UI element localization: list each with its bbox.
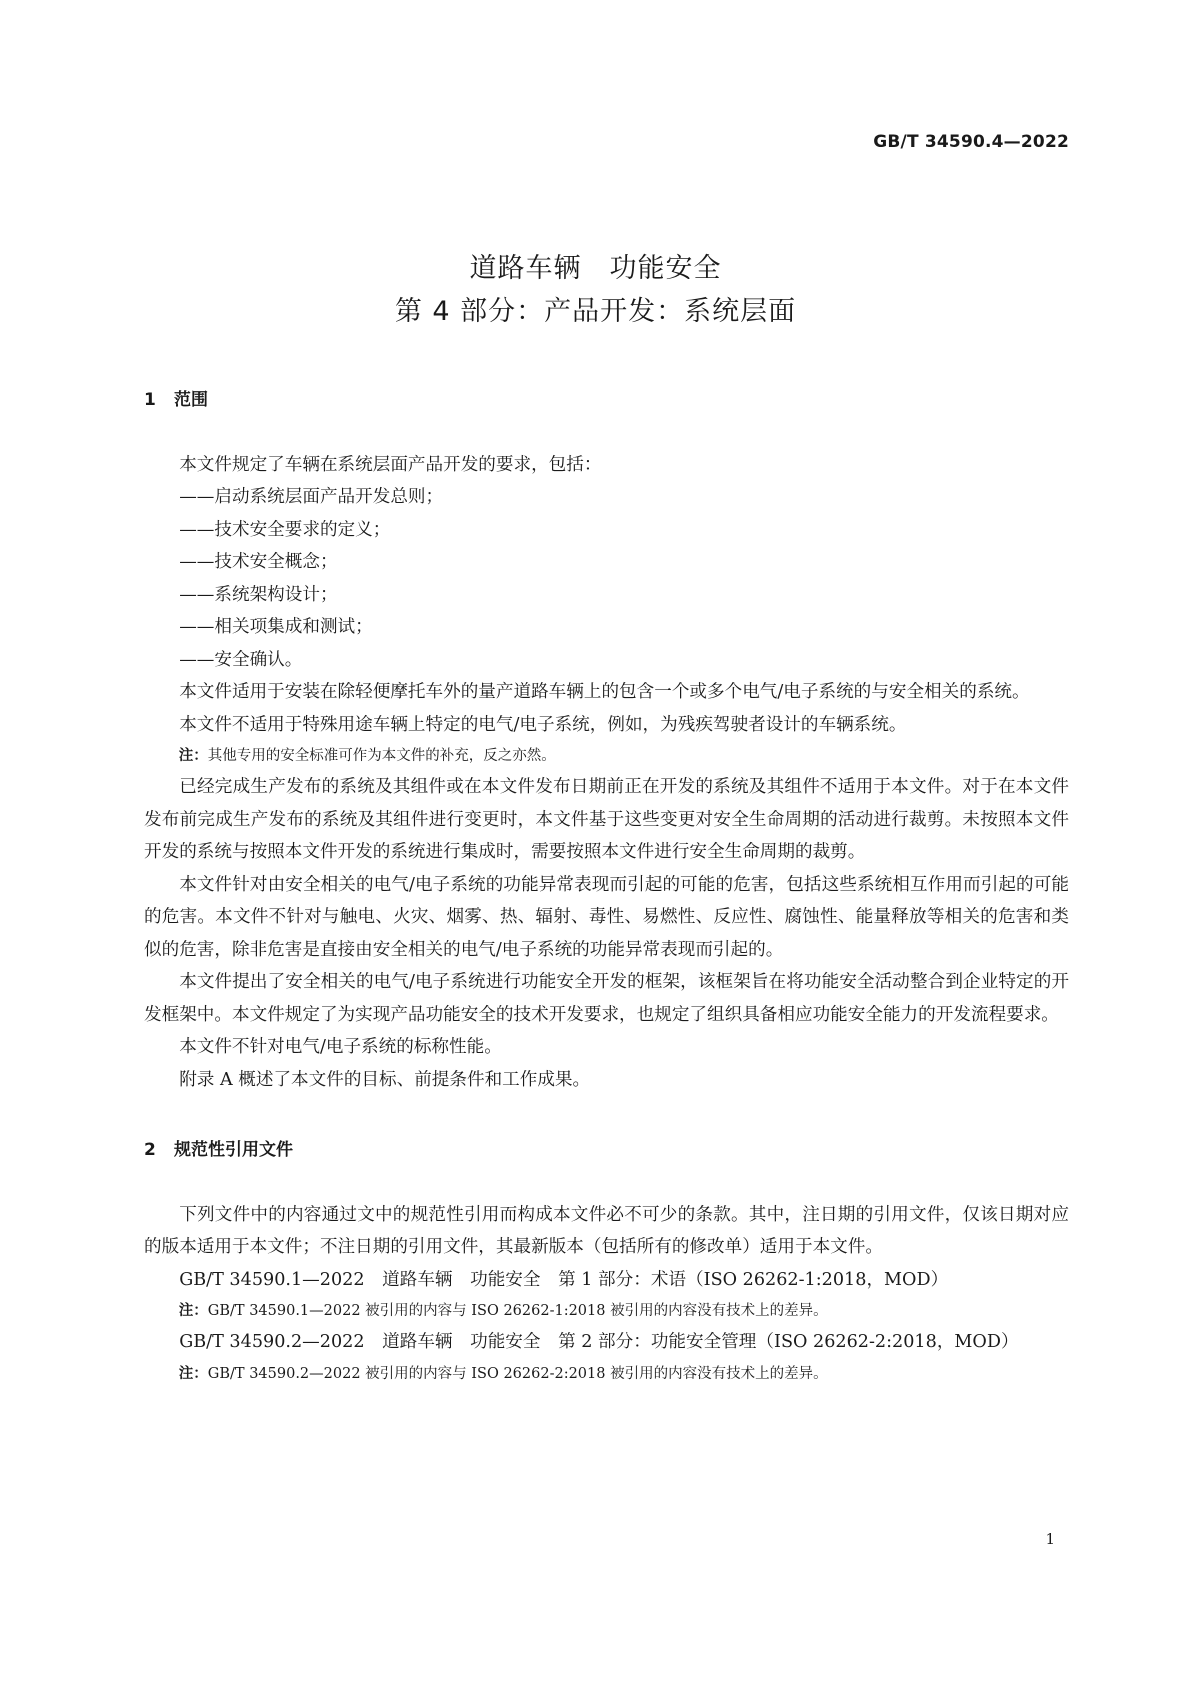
paragraph-hazards: 本文件针对由安全相关的电气/电子系统的功能异常表现而引起的可能的危害，包括这些系统相互作用而引起的可能的危害。本文件不针对与触电、火灾、烟雾、热、辐射、毒性、易燃性、反应性、腐蚀性、能量释放等相关的危害和类似的危害，除非危害是直接由安全相关的电气/电子系统的功能异常表现而引起的。 [144, 874, 1069, 960]
list-item: ——启动系统层面产品开发总则； [179, 487, 444, 507]
section-spacer [144, 1096, 1069, 1134]
note-text: GB/T 34590.2—2022 被引用的内容与 ISO 26262-2:2018 被引用的内容没有技术上的差异。 [207, 1365, 828, 1382]
section-number: 2 [144, 1140, 156, 1160]
paragraph-applicable: 本文件适用于安装在除轻便摩托车外的量产道路车辆上的包含一个或多个电气/电子系统的与安全相关的系统。 [179, 682, 1030, 702]
reference-entry: GB/T 34590.2—2022 道路车辆 功能安全 第 2 部分：功能安全管理（ISO 26262-2:2018，MOD） [179, 1332, 1019, 1352]
paragraph-references-intro: 下列文件中的内容通过文中的规范性引用而构成本文件必不可少的条款。其中，注日期的引用文件，仅该日期对应的版本适用于本文件；不注日期的引用文件，其最新版本（包括所有的修改单）适用于本文件。 [144, 1204, 1069, 1257]
paragraph-framework: 本文件提出了安全相关的电气/电子系统进行功能安全开发的框架，该框架旨在将功能安全活动整合到企业特定的开发框架中。本文件规定了为实现产品功能安全的技术开发要求，也规定了组织具备相应功能安全能力的开发流程要求。 [144, 972, 1069, 1025]
document-body [144, 384, 1069, 1389]
section-heading-scope [144, 384, 1069, 417]
reference-entry: GB/T 34590.1—2022 道路车辆 功能安全 第 1 部分：术语（ISO 26262-1:2018，MOD） [179, 1269, 949, 1290]
list-item: ——安全确认。 [179, 649, 303, 670]
note [144, 1296, 1069, 1326]
list-item: ——技术安全要求的定义； [179, 519, 391, 540]
section-title: 范围 [174, 390, 208, 410]
section-heading-normative-references [144, 1134, 1069, 1167]
note-text: 其他专用的安全标准可作为本文件的补充，反之亦然。 [207, 748, 556, 764]
paragraph-released: 已经完成生产发布的系统及其组件或在本文件发布日期前正在开发的系统及其组件不适用于本文件。对于在本文件发布前完成生产发布的系统及其组件进行变更时，本文件基于这些变更对安全生命周期的活动进行裁剪。未按照本文件开发的系统与按照本文件开发的系统进行集成时，需要按照本文件进行安全生命周期的裁剪。 [144, 777, 1069, 862]
note-label: 注： [178, 748, 208, 764]
note-text: GB/T 34590.1—2022 被引用的内容与 ISO 26262-1:2018 被引用的内容没有技术上的差异。 [207, 1303, 828, 1319]
list-item: ——系统架构设计； [179, 584, 338, 605]
title-line-2: 第 4 部分：产品开发：系统层面 [394, 296, 797, 327]
list-item: ——相关项集成和测试； [179, 617, 373, 637]
paragraph-nominal: 本文件不针对电气/电子系统的标称性能。 [179, 1037, 502, 1057]
note-label: 注： [178, 1365, 208, 1382]
note-label: 注： [178, 1303, 208, 1319]
list-item: ——技术安全概念； [179, 552, 338, 572]
note [144, 741, 1069, 771]
section-title: 规范性引用文件 [174, 1140, 293, 1160]
page-number: 1 [1045, 1530, 1055, 1548]
section-number: 1 [144, 390, 156, 410]
paragraph-annex: 附录 A 概述了本文件的目标、前提条件和工作成果。 [179, 1069, 591, 1090]
paragraph-intro: 本文件规定了车辆在系统层面产品开发的要求，包括： [179, 454, 602, 475]
title-line-1: 道路车辆 功能安全 [469, 253, 722, 284]
note [144, 1359, 1069, 1389]
paragraph-not-applicable: 本文件不适用于特殊用途车辆上特定的电气/电子系统，例如，为残疾驾驶者设计的车辆系统。 [179, 714, 907, 735]
section-scope-body [144, 449, 1069, 1097]
document-code: GB/T 34590.4—2022 [873, 132, 1069, 152]
section-references-body [144, 1199, 1069, 1389]
